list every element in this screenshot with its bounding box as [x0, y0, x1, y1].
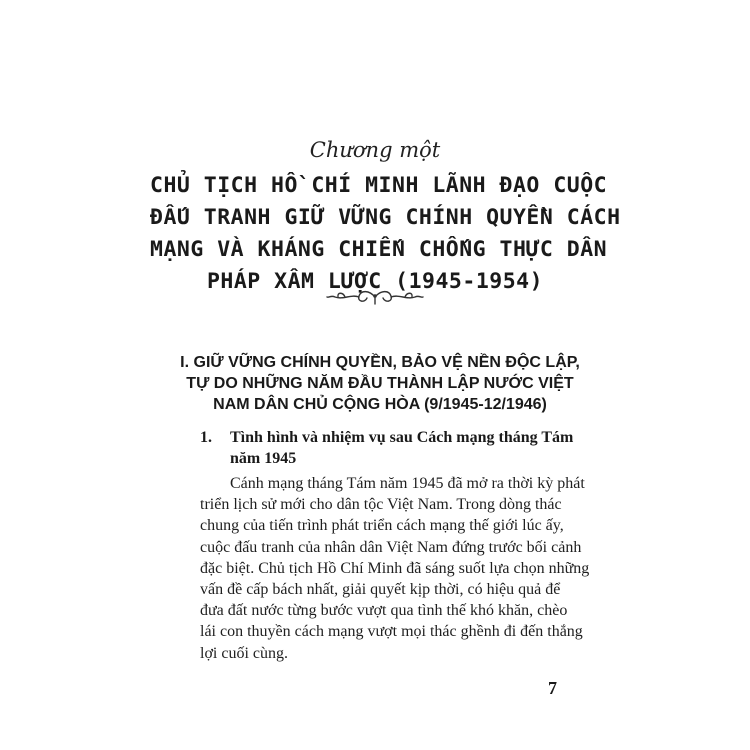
body-line: chung của tiến trình phát triển cách mạng thế giới lúc ấy,: [200, 517, 564, 535]
body-line: Cánh mạng tháng Tám năm 1945 đã mở ra thời kỳ phát: [230, 475, 585, 492]
subsection-heading: [200, 427, 630, 469]
body-line: cuộc đấu tranh của nhân dân Việt Nam đứng trước bối cảnh: [200, 538, 582, 556]
body-line: đưa đất nước từng bước vượt qua tình thế khó khăn, chèo: [200, 602, 568, 620]
ornament-divider-icon: [325, 286, 425, 308]
page-number: 7: [548, 678, 557, 698]
body-line: triển lịch sử mới cho dân tộc Việt Nam. Trong dòng thác: [200, 496, 562, 514]
section-heading-line: TỰ DO NHỮNG NĂM ĐẦU THÀNH LẬP NƯỚC VIỆT: [186, 375, 574, 392]
body-paragraph: [200, 473, 590, 664]
subsection-title-line: năm 1945: [230, 450, 297, 467]
section-heading: [150, 352, 610, 415]
chapter-title-line: MẠNG VÀ KHÁNG CHIẾN CHỐNG THỰC DÂN: [150, 237, 608, 262]
chapter-title: [150, 170, 621, 298]
chapter-title-line: PHÁP XÂM LƯỢC (1945-1954): [206, 269, 544, 294]
body-line: lái con thuyền cách mạng vượt mọi thác ghềnh đi đến thắng: [200, 623, 583, 641]
section-heading-line: NAM DÂN CHỦ CỘNG HÒA (9/1945-12/1946): [213, 396, 547, 413]
body-line: lợi cuối cùng.: [200, 644, 288, 662]
chapter-title-line: ĐẤU TRANH GIỮ VỮNG CHÍNH QUYỀN CÁCH: [150, 205, 621, 230]
chapter-title-line: CHỦ TỊCH HỒ CHÍ MINH LÃNH ĐẠO CUỘC: [150, 173, 608, 198]
chapter-label: Chương một: [309, 138, 441, 162]
body-line: đặc biệt. Chủ tịch Hồ Chí Minh đã sáng suốt lựa chọn những: [200, 559, 590, 577]
section-heading-line: I. GIỮ VỮNG CHÍNH QUYỀN, BẢO VỆ NỀN ĐỘC LẬP,: [180, 354, 580, 371]
subsection-number: 1.: [200, 429, 212, 446]
body-line: vấn đề cấp bách nhất, giải quyết kịp thời, có hiệu quả để: [200, 581, 561, 599]
subsection-title-line: Tình hình và nhiệm vụ sau Cách mạng tháng Tám: [230, 429, 574, 446]
